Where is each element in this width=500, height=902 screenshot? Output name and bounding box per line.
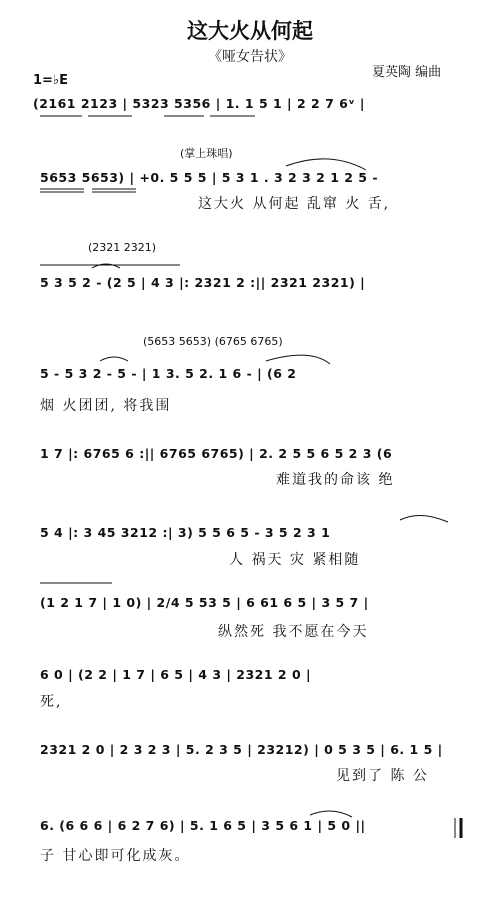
staff-line-2: 5653 5653) | +0. 5 5 5 | 5 3 1 . 3 2 3 2 1 2 5 - <box>40 170 379 185</box>
staff-line-9: 2321 2 0 | 2 3 2 3 | 5. 2 3 5 | 23212) | 0 5 3 5 | 6. 1 5 | <box>40 742 443 757</box>
staff-annotation-2: (掌上珠唱) <box>180 147 233 160</box>
staff-line-7: (1 2 1 7 | 1 0) | 2/4 5 53 5 | 6 61 6 5 | 3 5 7 | <box>40 595 369 610</box>
staff-line-4: 5 - 5 3 2 - 5 - | 1 3. 5 2. 1 6 - | (6 2 <box>40 366 297 381</box>
opera-subtitle: 《哑女告状》 <box>208 49 292 65</box>
staff-annotation-3: (2321 2321) <box>88 241 157 254</box>
staff-line-8: 6 0 | (2 2 | 1 7 | 6 5 | 4 3 | 2321 2 0 | <box>40 667 312 682</box>
lyric-line-5: 难道我的命该 绝 <box>276 472 395 488</box>
key-signature: 1=♭E <box>33 73 68 88</box>
lyric-line-8: 死, <box>40 694 63 710</box>
lyric-line-4: 烟 火团团, 将我围 <box>40 398 172 414</box>
lyric-line-6: 人 祸天 灾 紧相随 <box>229 552 361 568</box>
staff-line-5: 1 7 |: 6765 6 :|| 6765 6765) | 2. 2 5 5 6 5 2 3 (6 <box>40 446 393 461</box>
staff-line-6: 5 4 |: 3 45 3212 :| 3) 5 5 6 5 - 3 5 2 3 1 <box>40 525 331 540</box>
staff-line-3: 5 3 5 2 - (2 5 | 4 3 |: 2321 2 :|| 2321 2321) | <box>40 275 366 290</box>
staff-line-1: (2161 2123 | 5323 5356 | 1. 1 5 1 | 2 2 7 6ᵛ | <box>33 96 366 111</box>
lyric-line-10: 子 甘心即可化成灰。 <box>40 848 191 864</box>
lyric-line-2: 这大火 从何起 乱窜 火 舌, <box>198 196 391 212</box>
lyric-line-7: 纵然死 我不愿在今天 <box>218 624 369 640</box>
staff-line-10: 6. (6 6 6 | 6 2 7 6) | 5. 1 6 5 | 3 5 6 1 | 5 0 || <box>40 818 366 833</box>
composer-credit: 夏英陶 编曲 <box>372 65 442 80</box>
song-title: 这大火从何起 <box>187 18 313 43</box>
lyric-line-9: 见到了 陈 公 <box>336 768 429 784</box>
staff-annotation-4: (5653 5653) (6765 6765) <box>143 335 283 348</box>
